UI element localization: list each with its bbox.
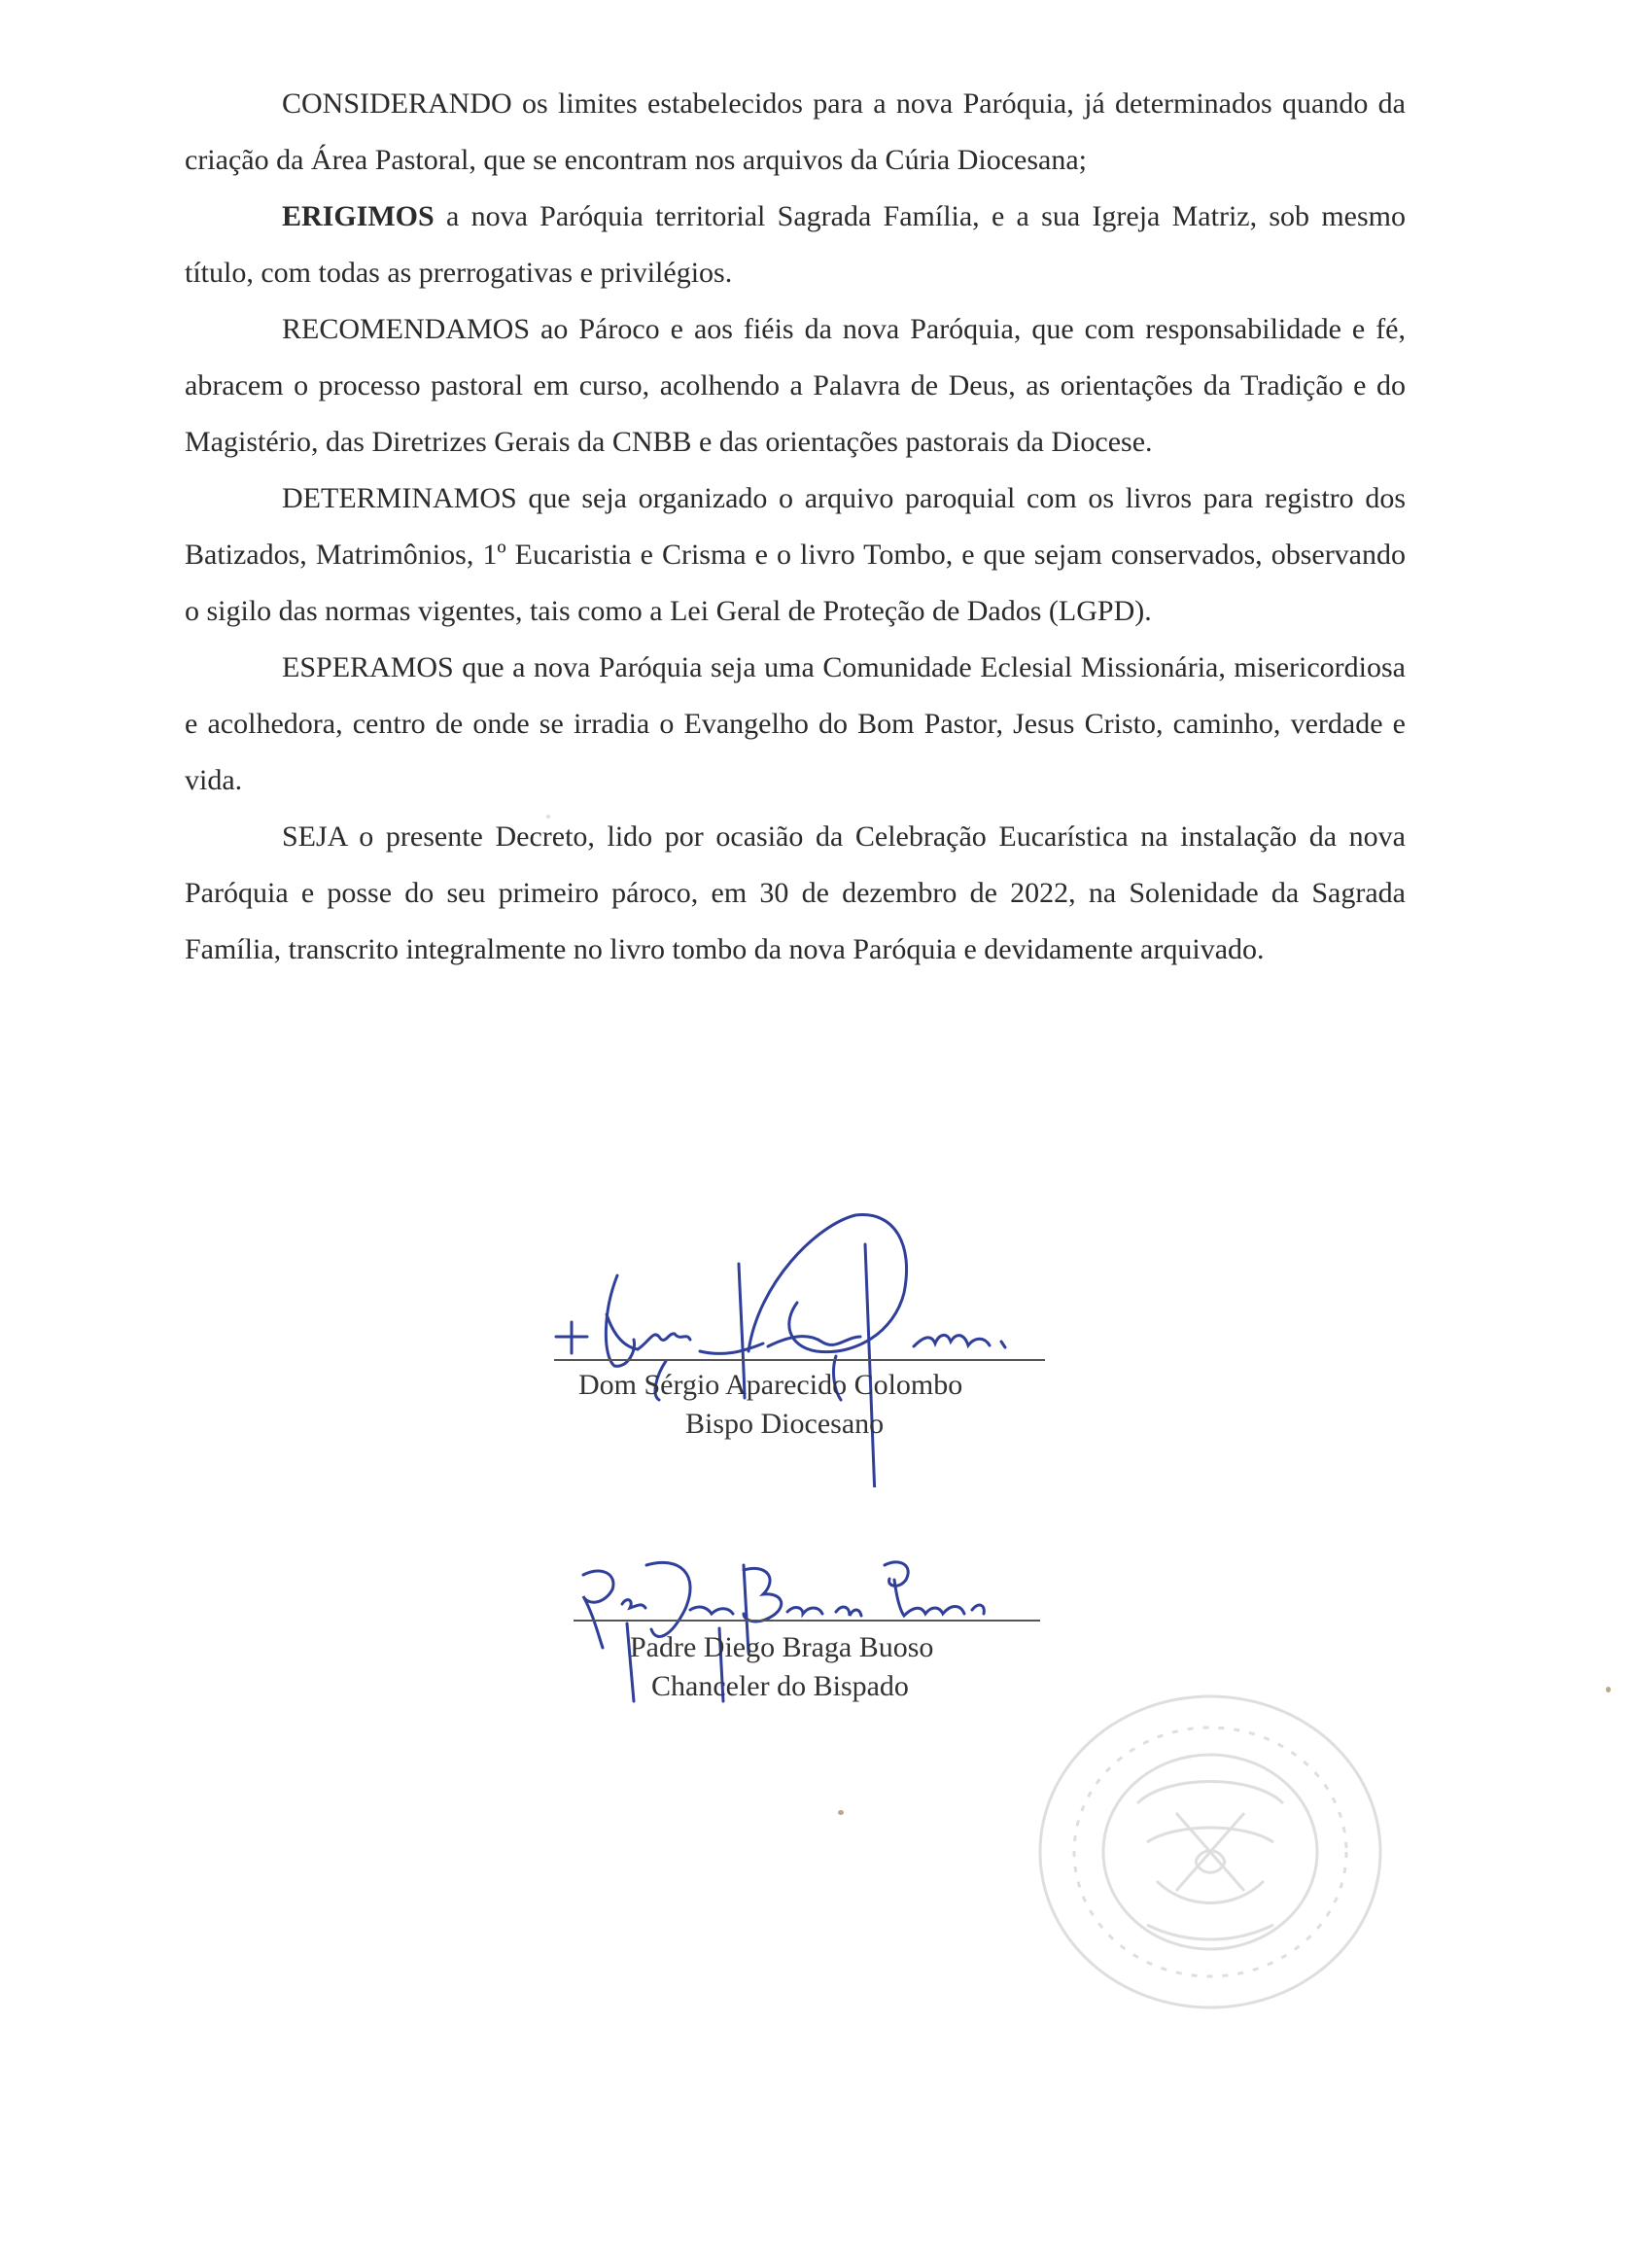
- scan-speck: [1606, 1687, 1611, 1692]
- paragraph-esperamos: ESPERAMOS que a nova Paróquia seja uma Comunidade Eclesial Missionária, misericordiosa e acolhedora, centro de onde se irradia o Evangelho do Bom Pastor, Jesus Cristo, caminho, verdade e vida.: [185, 651, 1406, 796]
- diocesan-seal-emboss: [1030, 1687, 1400, 2017]
- bishop-signature-block: [544, 1167, 1050, 1487]
- bishop-signature-line: [554, 1359, 1045, 1361]
- erigimos-lead: ERIGIMOS: [282, 200, 435, 232]
- chancellor-signature-block: [544, 1536, 1050, 1711]
- chancellor-signature-line: [574, 1620, 1040, 1622]
- paragraph-erigimos: ERIGIMOS a nova Paróquia territorial Sagrada Família, e a sua Igreja Matriz, sob mesmo título, com todas as prerrogativas e privilégios.: [185, 200, 1406, 289]
- bishop-role: Bispo Diocesano: [685, 1408, 885, 1440]
- paragraph-seja: SEJA o presente Decreto, lido por ocasião da Celebração Eucarística na instalação da nova Paróquia e posse do seu primeiro pároco, em 30 de dezembro de 2022, na Solenidade da Sagrada Família, transcrito integralmente no livro tombo da nova Paróquia e devidamente arquivado.: [185, 820, 1406, 965]
- paragraph-considerando: CONSIDERANDO os limites estabelecidos para a nova Paróquia, já determinados quando da criação da Área Pastoral, que se encontram nos arquivos da Cúria Diocesana;: [185, 87, 1406, 176]
- decree-body: [185, 76, 1406, 978]
- scan-speck: [546, 815, 550, 819]
- paragraph-recomendamos: RECOMENDAMOS ao Pároco e aos fiéis da nova Paróquia, que com responsabilidade e fé, abracem o processo pastoral em curso, acolhendo a Palavra de Deus, as orientações da Tradição e do Magistério, das Diretrizes Gerais da CNBB e das orientações pastorais da Diocese.: [185, 313, 1406, 458]
- chancellor-name: Padre Diego Braga Buoso: [630, 1631, 934, 1663]
- paragraph-determinamos: DETERMINAMOS que seja organizado o arquivo paroquial com os livros para registro dos Batizados, Matrimônios, 1º Eucaristia e Crisma e o livro Tombo, e que sejam conservados, observando o sigilo das normas vigentes, tais como a Lei Geral de Proteção de Dados (LGPD).: [185, 482, 1406, 627]
- chancellor-role: Chanceler do Bispado: [651, 1670, 909, 1702]
- bishop-name: Dom Sérgio Aparecido Colombo: [578, 1369, 963, 1401]
- scan-speck: [838, 1810, 844, 1815]
